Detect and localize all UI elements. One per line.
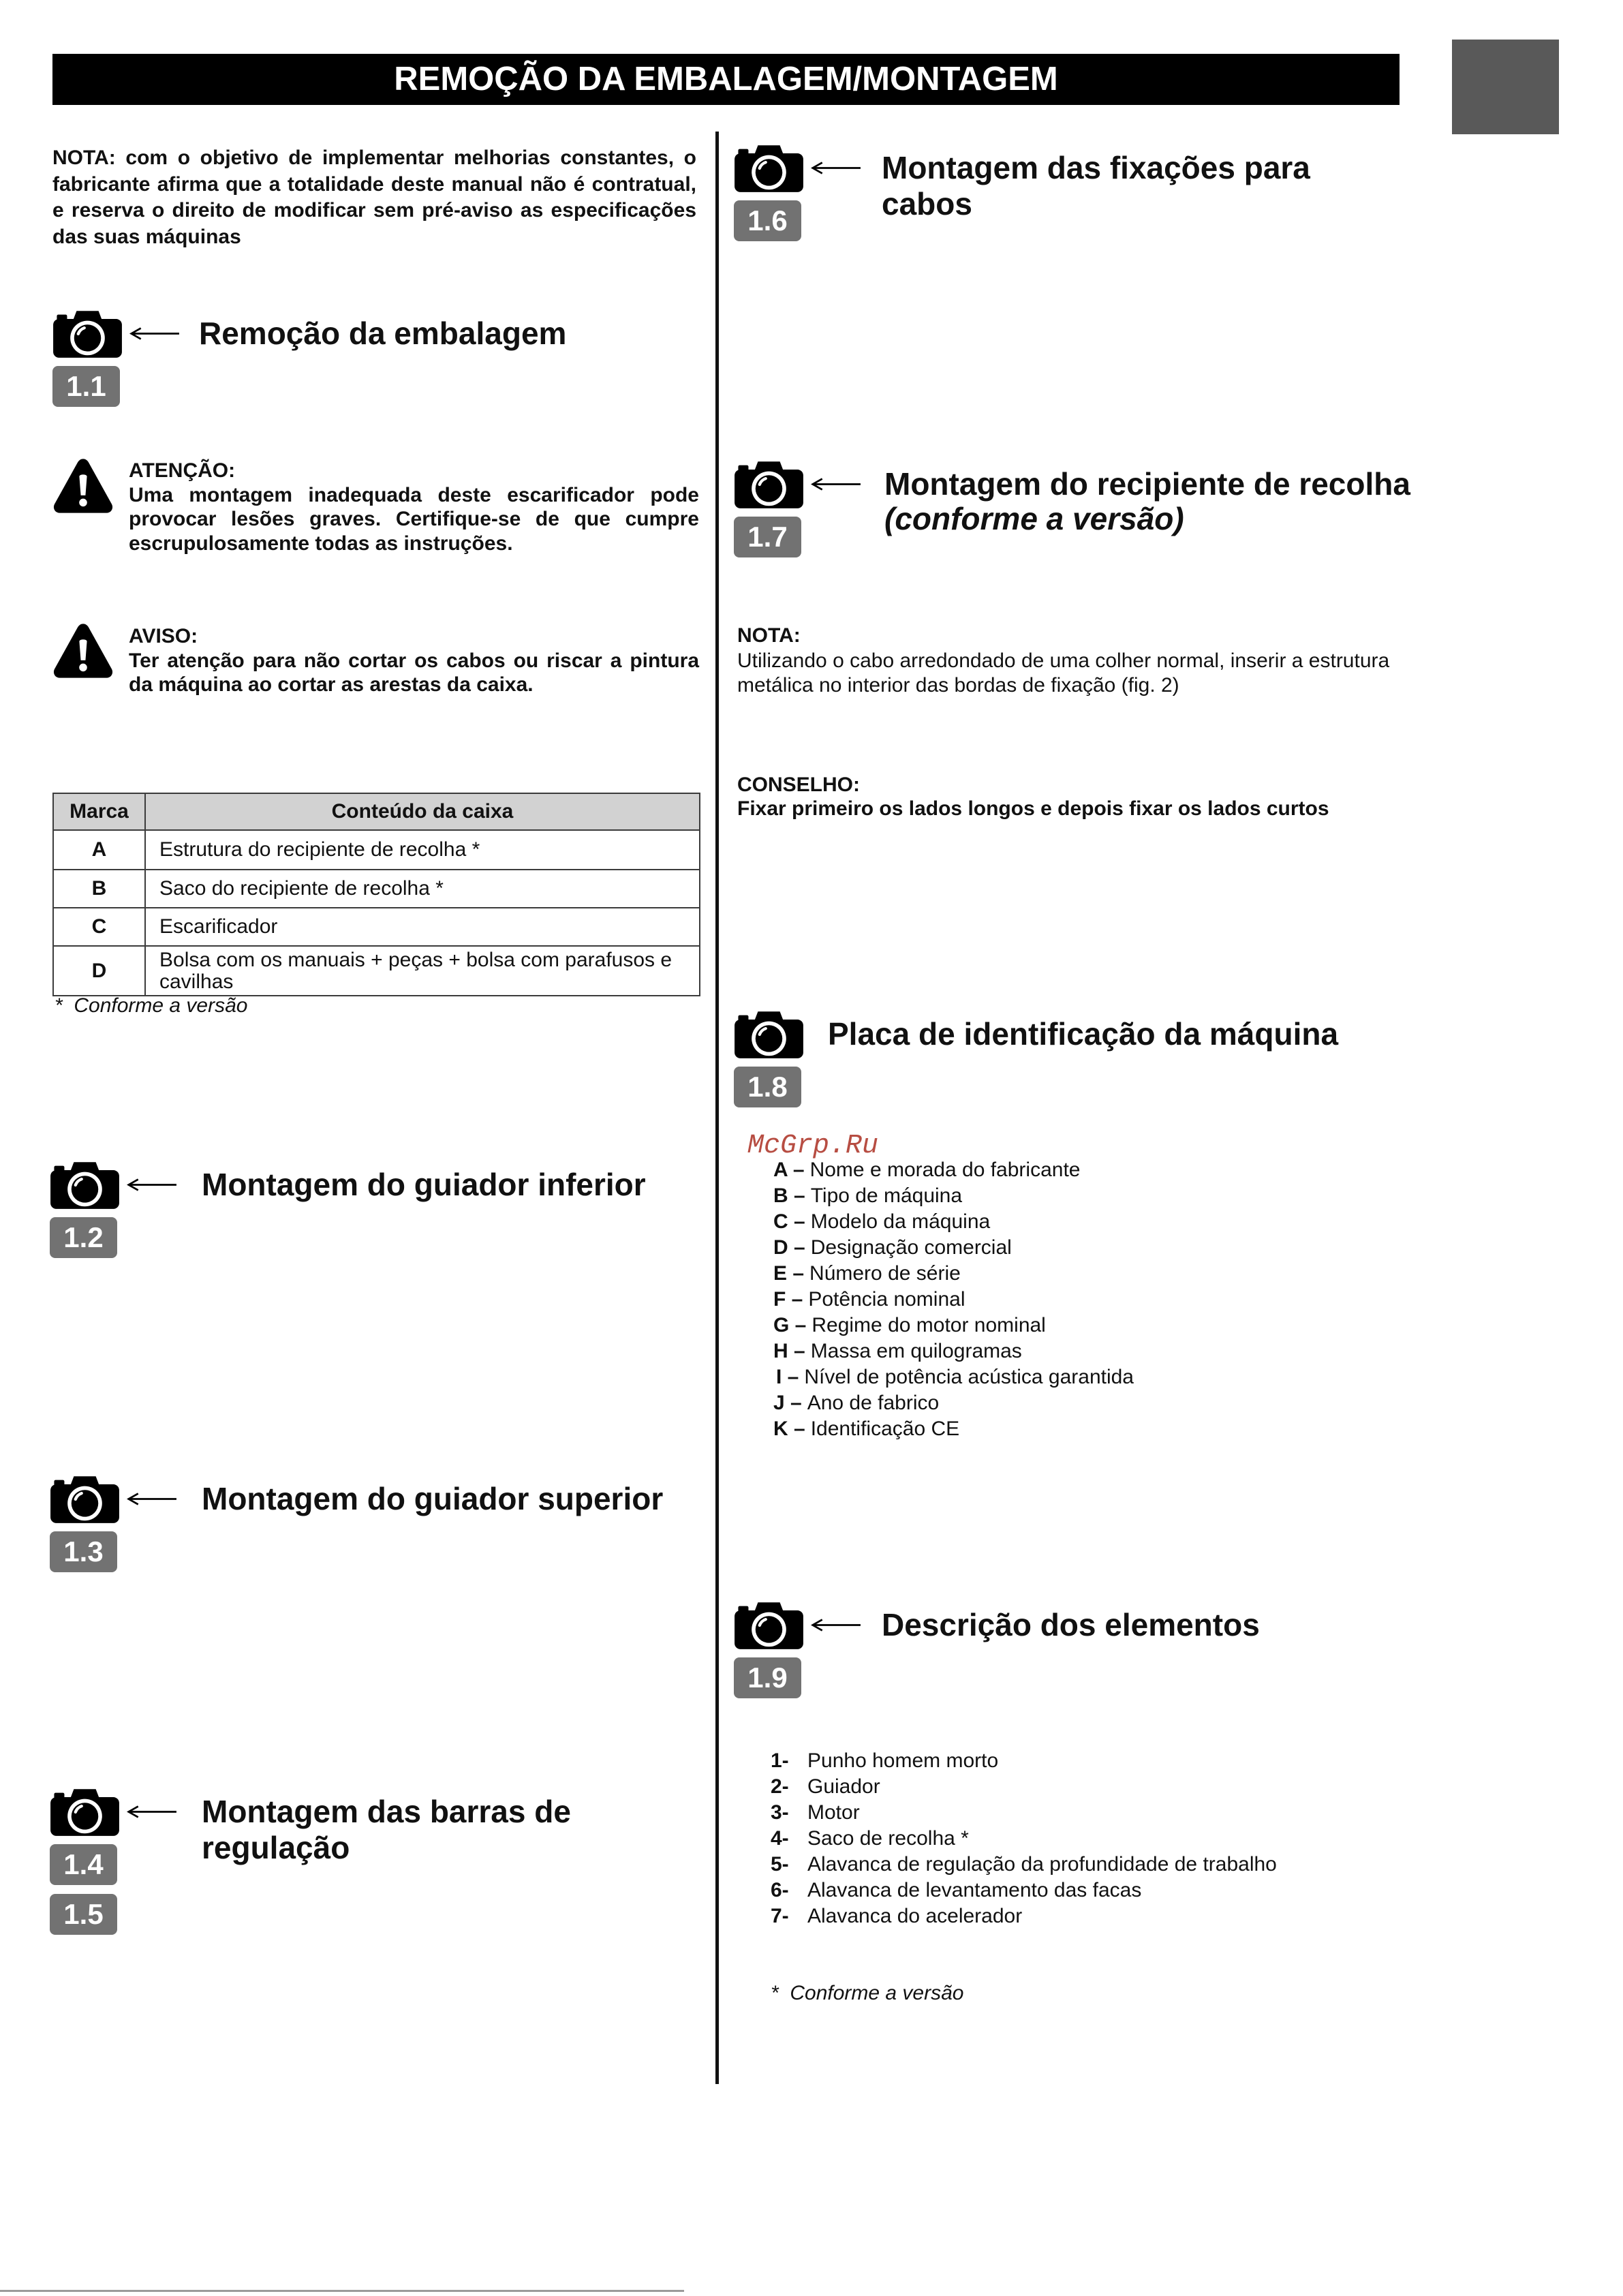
table-row: [53, 870, 700, 908]
nameplate-legend: [773, 1157, 1134, 1442]
list-item: [773, 1390, 1134, 1416]
advice-note: [737, 773, 1402, 821]
list-item: [773, 1364, 1134, 1390]
list-item: [773, 1183, 1134, 1209]
item-number: 2-: [771, 1775, 789, 1798]
item-number: 7-: [771, 1905, 789, 1927]
item-key: G –: [773, 1314, 807, 1336]
item-key: F –: [773, 1288, 803, 1311]
heading-line: regulação: [202, 1830, 350, 1865]
step-badge: 1.7: [734, 517, 801, 557]
item-key: C –: [773, 1210, 805, 1233]
arrow-left-icon: [810, 477, 861, 491]
list-item: [773, 1287, 1134, 1313]
column-header-content: Conteúdo da caixa: [145, 793, 700, 830]
machine-elements-list: [771, 1748, 1277, 1929]
row-content: Estrutura do recipiente de recolha *: [145, 830, 700, 870]
list-item: [773, 1416, 1134, 1442]
row-mark: D: [53, 946, 145, 996]
item-number: 5-: [771, 1853, 789, 1876]
item-number: 6-: [771, 1879, 789, 1901]
elements-footnote: * Conforme a versão: [771, 1982, 964, 2004]
item-key: B –: [773, 1184, 805, 1207]
fixing-note-text: Utilizando o cabo arredondado de uma colher normal, inserir a estrutura metálica no interior das bordas de fixação (fig. 2): [737, 649, 1390, 697]
item-text: Potência nominal: [808, 1288, 965, 1311]
arrow-left-icon: [810, 1618, 861, 1632]
table-footnote: * Conforme a versão: [55, 994, 248, 1017]
list-item: [771, 1800, 1277, 1826]
step-heading: Placa de identificação da máquina: [828, 1016, 1339, 1052]
row-content: Bolsa com os manuais + peças + bolsa com parafusos e cavilhas: [145, 946, 700, 996]
camera-icon: [734, 1009, 804, 1059]
list-item: [771, 1774, 1277, 1800]
advice-label: CONSELHO:: [737, 774, 860, 796]
step-badge: 1.2: [50, 1217, 117, 1258]
item-text: Punho homem morto: [807, 1749, 999, 1772]
camera-icon: [52, 309, 123, 358]
list-item: [773, 1157, 1134, 1183]
item-text: Designação comercial: [810, 1236, 1012, 1259]
fixing-note: [737, 624, 1402, 699]
item-text: Alavanca do acelerador: [807, 1905, 1023, 1927]
item-key: I –: [776, 1366, 799, 1388]
fixing-note-label: NOTA:: [737, 624, 801, 647]
heading-line: (conforme a versão): [884, 501, 1184, 536]
step-1-9: [734, 1600, 1260, 1694]
list-item: [771, 1852, 1277, 1878]
list-item: [773, 1261, 1134, 1287]
arrow-left-icon: [126, 1178, 177, 1192]
item-text: Guiador: [807, 1775, 880, 1798]
item-key: A –: [773, 1159, 805, 1181]
step-badge: 1.5: [50, 1894, 117, 1935]
item-text: Tipo de máquina: [810, 1184, 963, 1207]
item-text: Massa em quilogramas: [810, 1340, 1022, 1362]
advice-text: Fixar primeiro os lados longos e depois fixar os lados curtos: [737, 797, 1329, 820]
bottom-rule: [0, 2290, 684, 2292]
list-item: [771, 1878, 1277, 1903]
step-badge: 1.4: [50, 1844, 117, 1885]
item-text: Número de série: [809, 1262, 961, 1285]
attention-text-block: [129, 459, 699, 555]
camera-icon: [734, 143, 804, 193]
list-item: [773, 1338, 1134, 1364]
column-divider: [715, 132, 719, 2084]
table-row: [53, 908, 700, 946]
item-key: H –: [773, 1340, 805, 1362]
corner-tab: [1452, 40, 1559, 134]
item-text: Identificação CE: [810, 1418, 960, 1440]
step-heading: [202, 1794, 571, 1866]
step-badge: 1.3: [50, 1531, 117, 1572]
item-key: K –: [773, 1418, 805, 1440]
table-row: [53, 946, 700, 996]
step-1-7: [734, 459, 1410, 553]
item-text: Motor: [807, 1801, 860, 1824]
arrow-left-icon: [126, 1805, 177, 1819]
watermark: McGrp.Ru: [747, 1131, 879, 1161]
item-number: 3-: [771, 1801, 789, 1824]
arrow-left-icon: [126, 1492, 177, 1506]
step-badge: 1.1: [52, 366, 120, 407]
table-header-row: [53, 793, 700, 830]
notice-text-block: [129, 624, 699, 697]
page-title: REMOÇÃO DA EMBALAGEM/MONTAGEM: [52, 54, 1400, 105]
list-item: [771, 1903, 1277, 1929]
item-text: Ano de fabrico: [807, 1392, 940, 1414]
warning-icon: [52, 457, 114, 515]
camera-icon: [50, 1787, 120, 1837]
table-row: [53, 830, 700, 870]
column-header-mark: Marca: [53, 793, 145, 830]
item-text: Modelo da máquina: [810, 1210, 991, 1233]
row-mark: A: [53, 830, 145, 870]
heading-line: Montagem do recipiente de recolha: [884, 466, 1410, 502]
row-mark: B: [53, 870, 145, 908]
heading-line: Montagem das barras de: [202, 1794, 571, 1829]
step-1-8: [734, 1009, 1339, 1103]
step-heading: Montagem do guiador superior: [202, 1481, 664, 1516]
list-item: [773, 1209, 1134, 1235]
item-text: Saco de recolha *: [807, 1827, 969, 1850]
intro-note: NOTA: com o objetivo de implementar melhorias constantes, o fabricante afirma que a totalidade deste manual não é contratual, e reserva o direito de modificar sem pré-aviso as especificações das suas máquinas: [52, 147, 696, 248]
row-content: Escarificador: [145, 908, 700, 946]
camera-icon: [50, 1474, 120, 1524]
step-heading: [884, 467, 1410, 536]
list-item: [771, 1826, 1277, 1852]
step-badge: 1.6: [734, 200, 801, 241]
step-badge: 1.9: [734, 1657, 801, 1698]
item-number: 1-: [771, 1749, 789, 1772]
item-number: 4-: [771, 1827, 789, 1850]
step-heading: Montagem do guiador inferior: [202, 1167, 646, 1202]
item-text: Regime do motor nominal: [812, 1314, 1046, 1336]
row-mark: C: [53, 908, 145, 946]
item-key: D –: [773, 1236, 805, 1259]
attention-label: ATENÇÃO:: [129, 459, 236, 482]
arrow-left-icon: [810, 161, 861, 175]
box-contents-table: [52, 793, 700, 996]
item-text: Nível de potência acústica garantida: [804, 1366, 1134, 1388]
list-item: [773, 1313, 1134, 1338]
step-heading: Remoção da embalagem: [199, 316, 567, 351]
camera-icon: [734, 459, 804, 509]
attention-warning: [52, 457, 114, 519]
list-item: [773, 1235, 1134, 1261]
attention-text: Uma montagem inadequada deste escarificador pode provocar lesões graves. Certifique-se de que cumpre escrupulosamente todas as instruções.: [129, 483, 699, 555]
heading-line: Montagem das fixações para: [882, 150, 1310, 185]
heading-line: cabos: [882, 186, 972, 221]
warning-icon: [52, 622, 114, 680]
notice-text: Ter atenção para não cortar os cabos ou riscar a pintura da máquina ao cortar as arestas da caixa.: [129, 649, 699, 696]
step-heading: Descrição dos elementos: [882, 1607, 1260, 1642]
item-text: Nome e morada do fabricante: [809, 1159, 1081, 1181]
row-content: Saco do recipiente de recolha *: [145, 870, 700, 908]
item-key: J –: [773, 1392, 802, 1414]
step-1-6: [734, 143, 1310, 236]
notice-warning: [52, 622, 114, 684]
step-heading: [882, 150, 1310, 222]
item-text: Alavanca de levantamento das facas: [807, 1879, 1142, 1901]
camera-icon: [50, 1160, 120, 1210]
item-text: Alavanca de regulação da profundidade de trabalho: [807, 1853, 1277, 1876]
camera-icon: [734, 1600, 804, 1650]
step-badge: 1.8: [734, 1067, 801, 1107]
notice-label: AVISO:: [129, 625, 198, 647]
item-key: E –: [773, 1262, 805, 1285]
list-item: [771, 1748, 1277, 1774]
arrow-left-icon: [129, 326, 180, 341]
